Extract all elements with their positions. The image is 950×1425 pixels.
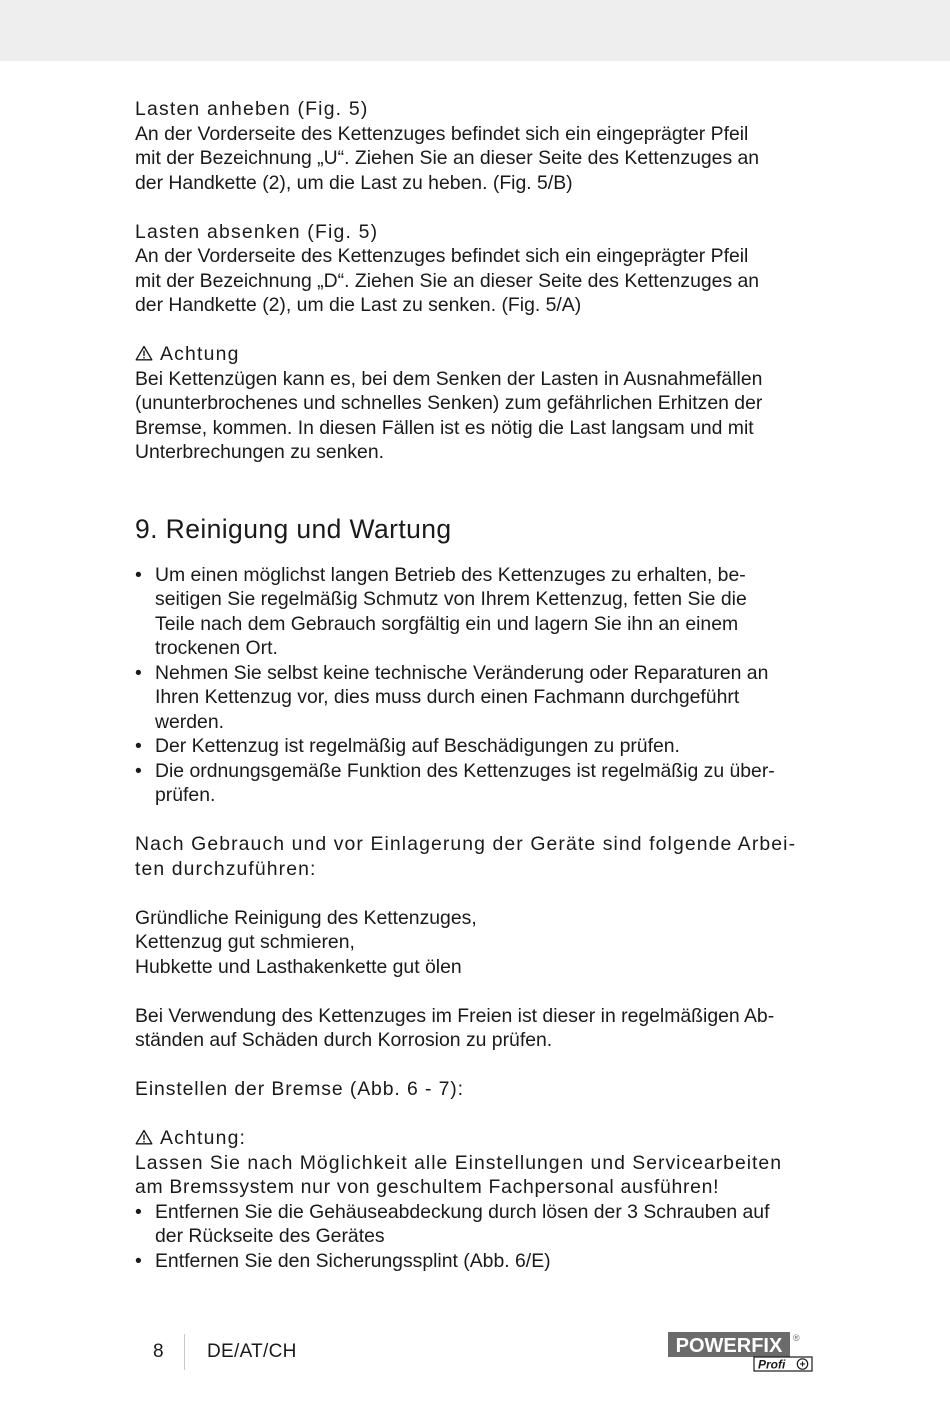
brake-steps-list (135, 1200, 815, 1274)
bullet-mark: • (135, 735, 142, 757)
lower-line: der Handkette (2), um die Last zu senken. (Fig. 5/A) (135, 294, 582, 316)
brake-heading: Einstellen der Bremse (Abb. 6 - 7): (135, 1078, 464, 1100)
region-code: DE/AT/CH (207, 1341, 297, 1362)
list-line: Die ordnungsgemäße Funktion des Kettenzuges ist regelmäßig zu über- (155, 759, 775, 782)
maintenance-list (135, 563, 815, 808)
caution-line: Bei Kettenzügen kann es, bei dem Senken der Lasten in Ausnahmefällen (135, 367, 763, 390)
warning-triangle-icon (135, 345, 153, 361)
lift-line: mit der Bezeichnung „U“. Ziehen Sie an dieser Seite des Kettenzuges an (135, 147, 760, 169)
bullet-mark: • (135, 661, 142, 684)
page-content (135, 97, 815, 1273)
list-item (135, 661, 815, 735)
task-line: Kettenzug gut schmieren, (135, 931, 355, 953)
outdoor-line: ständen auf Schäden durch Korrosion zu prüfen. (135, 1029, 553, 1051)
lower-line: An der Vorderseite des Kettenzuges befindet sich ein eingeprägter Pfeil (135, 245, 749, 267)
list-line: Entfernen Sie die Gehäuseabdeckung durch lösen der 3 Schrauben auf (155, 1200, 770, 1223)
logo-text: POWERFIX (675, 1335, 783, 1357)
logo-mark: ® (793, 1333, 800, 1343)
caution-heading-text: Achtung: (160, 1127, 247, 1149)
footer-divider (184, 1334, 185, 1370)
after-use-line: Nach Gebrauch und vor Einlagerung der Geräte sind folgende Arbei- (135, 833, 797, 855)
list-line: prüfen. (155, 784, 216, 806)
list-item (135, 563, 815, 661)
caution-line: (ununterbrochenes und schnelles Senken) zum gefährlichen Erhitzen der (135, 392, 763, 414)
list-item (135, 1249, 815, 1274)
page-number: 8 (153, 1341, 164, 1362)
list-item (135, 1200, 815, 1249)
list-item (135, 734, 815, 759)
list-item (135, 759, 815, 808)
caution-heading (135, 1126, 815, 1151)
list-line: Ihren Kettenzug vor, dies muss durch einen Fachmann durchgeführt (155, 686, 740, 708)
caution-line: Unterbrechungen zu senken. (135, 441, 385, 463)
logo-plus: + (799, 1359, 806, 1371)
logo-sub: Profi (758, 1357, 786, 1372)
list-line: Nehmen Sie selbst keine technische Veränderung oder Reparaturen an (155, 661, 769, 684)
caution-line: Lassen Sie nach Möglichkeit alle Einstellungen und Servicearbeiten (135, 1151, 782, 1174)
list-line: Der Kettenzug ist regelmäßig auf Beschädigungen zu prüfen. (155, 735, 680, 757)
list-line: werden. (155, 710, 224, 733)
bullet-mark: • (135, 759, 142, 782)
lift-line: An der Vorderseite des Kettenzuges befindet sich ein eingeprägter Pfeil (135, 122, 749, 145)
list-line: Entfernen Sie den Sicherungssplint (Abb. 6/E) (155, 1249, 551, 1272)
task-line: Gründliche Reinigung des Kettenzuges, (135, 906, 477, 929)
bullet-mark: • (135, 563, 142, 586)
top-gray-band (0, 0, 950, 61)
lower-line: mit der Bezeichnung „D“. Ziehen Sie an dieser Seite des Kettenzuges an (135, 269, 760, 292)
warning-triangle-icon (135, 1129, 153, 1145)
page-footer (0, 1330, 950, 1380)
lift-heading: Lasten anheben (Fig. 5) (135, 98, 369, 120)
bullet-mark: • (135, 1249, 142, 1272)
bullet-mark: • (135, 1200, 142, 1223)
after-use-line: ten durchzuführen: (135, 857, 317, 880)
outdoor-line: Bei Verwendung des Kettenzuges im Freien ist dieser in regelmäßigen Ab- (135, 1004, 775, 1027)
powerfix-logo (668, 1330, 814, 1372)
list-line: seitigen Sie regelmäßig Schmutz von Ihrem Kettenzug, fetten Sie die (155, 588, 747, 610)
caution-heading (135, 342, 815, 367)
list-line: der Rückseite des Gerätes (155, 1225, 385, 1247)
caution-line: am Bremssystem nur von geschultem Fachpersonal ausführen! (135, 1176, 720, 1198)
task-line: Hubkette und Lasthakenkette gut ölen (135, 955, 462, 978)
lift-line: der Handkette (2), um die Last zu heben. (Fig. 5/B) (135, 171, 573, 194)
list-line: trockenen Ort. (155, 637, 278, 659)
list-line: Teile nach dem Gebrauch sorgfältig ein und lagern Sie ihn an einem (155, 612, 739, 635)
section-title: 9. Reinigung und Wartung (135, 513, 452, 544)
lower-heading: Lasten absenken (Fig. 5) (135, 220, 379, 243)
caution-heading-text: Achtung (160, 343, 240, 365)
list-line: Um einen möglichst langen Betrieb des Kettenzuges zu erhalten, be- (155, 563, 746, 586)
caution-line: Bremse, kommen. In diesen Fällen ist es nötig die Last langsam und mit (135, 416, 754, 439)
